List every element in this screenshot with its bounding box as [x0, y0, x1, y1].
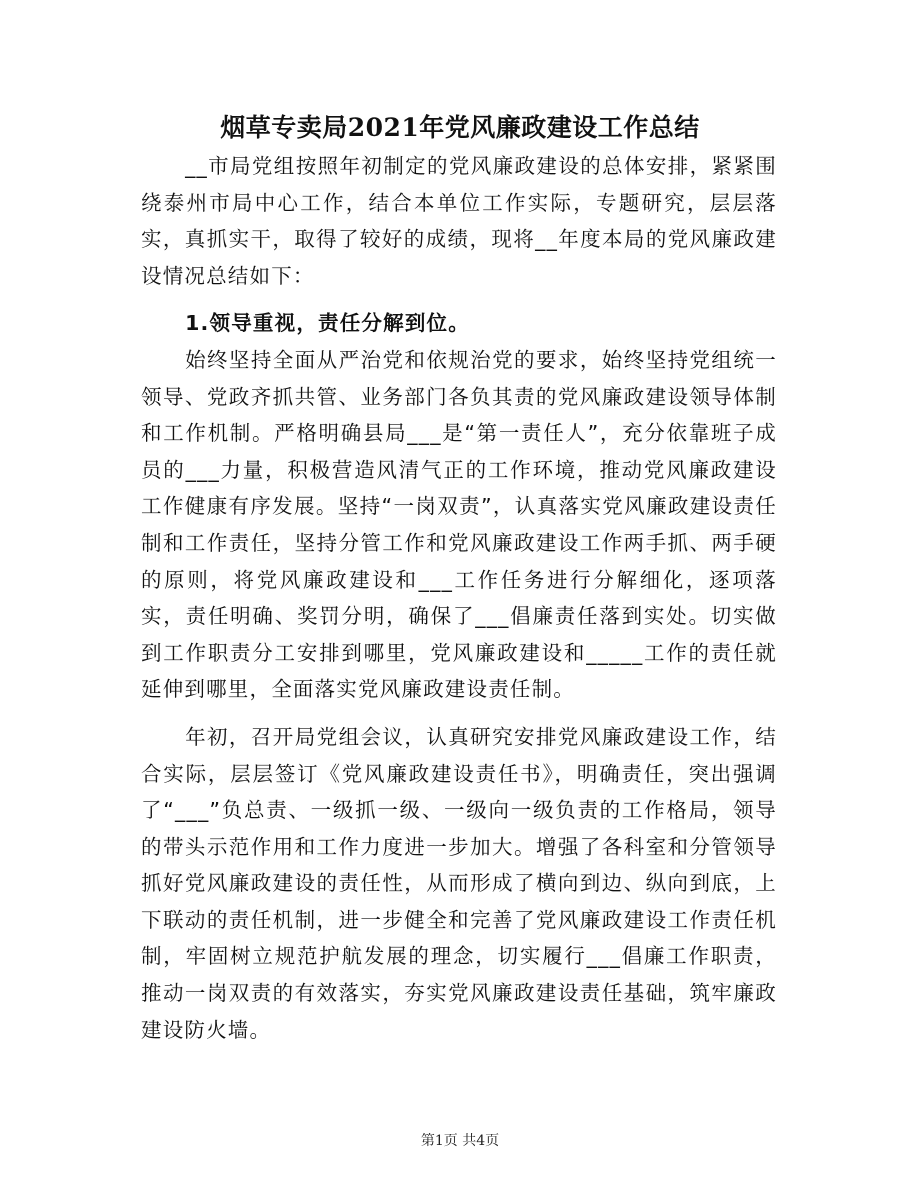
intro-paragraph: __市局党组按照年初制定的党风廉政建设的总体安排，紧紧围绕泰州市局中心工作，结合本单位工作实际，专题研究，层层落实，真抓实干，取得了较好的成绩，现将__年度本局的党风廉政建设情况总结如下：	[141, 154, 777, 288]
document-body	[141, 148, 777, 1048]
document-title: 烟草专卖局2021年党风廉政建设工作总结	[220, 113, 700, 142]
body-paragraph: 始终坚持全面从严治党和依规治党的要求，始终坚持党组统一领导、党政齐抓共管、业务部门各负其责的党风廉政建设领导体制和工作机制。严格明确县局___是“第一责任人”，充分依靠班子成员的___力量，积极营造风清气正的工作环境，推动党风廉政建设工作健康有序发展。坚持“一岗双责”，认真落实党风廉政建设责任制和工作责任，坚持分管工作和党风廉政建设工作两手抓、两手硬的原则，将党风廉政建设和___工作任务进行分解细化，逐项落实，责任明确、奖罚分明，确保了___倡廉责任落到实处。切实做到工作职责分工安排到哪里，党风廉政建设和_____工作的责任就延伸到哪里，全面落实党风廉政建设责任制。	[141, 347, 777, 702]
section-heading: 1.领导重视，责任分解到位。	[185, 311, 470, 336]
body-paragraph: 年初，召开局党组会议，认真研究安排党风廉政建设工作，结合实际，层层签订《党风廉政建设责任书》，明确责任，突出强调了“___”负总责、一级抓一级、一级向一级负责的工作格局，领导的带头示范作用和工作力度进一步加大。增强了各科室和分管领导抓好党风廉政建设的责任性，从而形成了横向到边、纵向到底，上下联动的责任机制，进一步健全和完善了党风廉政建设工作责任机制，牢固树立规范护航发展的理念，切实履行___倡廉工作职责，推动一岗双责的有效落实，夯实党风廉政建设责任基础，筑牢廉政建设防火墙。	[141, 724, 777, 1042]
page-number: 第1页 共4页	[420, 1133, 500, 1149]
